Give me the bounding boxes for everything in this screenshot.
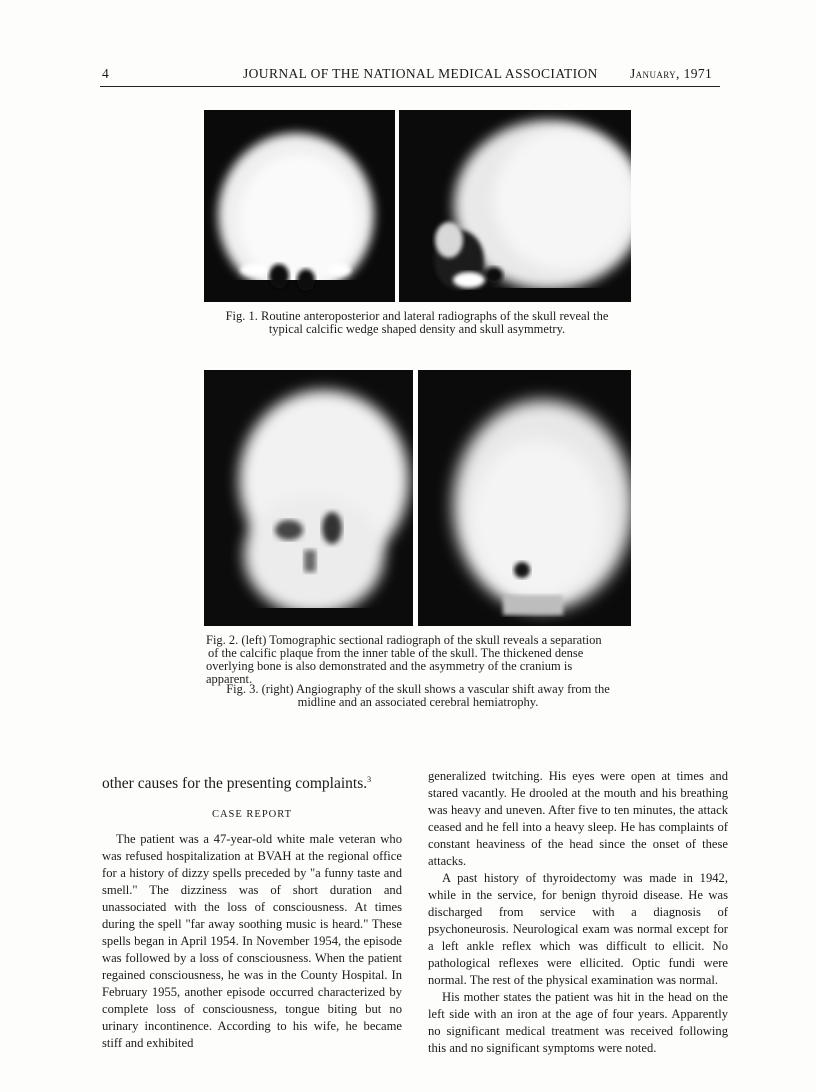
header-rule bbox=[100, 86, 720, 87]
fig1-lateral-radiograph bbox=[399, 110, 631, 302]
fig2-caption-line: overlying bone is also demonstrated and the asymmetry of the cranium is bbox=[206, 659, 573, 673]
fig3-caption bbox=[206, 683, 630, 709]
history-paragraph: A past history of thyroidectomy was made in 1942, while in the service, for benign thyroid disease. He was discharged from service with a diagnosis of psychoneurosis. Neurological exam was normal except for a left ankle reflex which was difficult to ellicit. No pathological reflexes were ellicited. Optic fundi were normal. The rest of the physical examination was normal. bbox=[428, 871, 728, 987]
fig1-caption bbox=[202, 310, 632, 336]
fig2-caption bbox=[206, 634, 630, 686]
article-column-right bbox=[428, 768, 728, 1057]
journal-title: JOURNAL OF THE NATIONAL MEDICAL ASSOCIATION bbox=[243, 66, 598, 81]
lead-sentence bbox=[102, 770, 402, 794]
fig3-caption-line: Fig. 3. (right) Angiography of the skull shows a vascular shift away from the bbox=[226, 682, 610, 696]
fig3-caption-line: midline and an associated cerebral hemiatrophy. bbox=[297, 695, 539, 709]
page-number: 4 bbox=[102, 66, 110, 81]
injury-paragraph: His mother states the patient was hit in the head on the left side with an iron at the age of four years. Apparently no significant medical treatment was received following this and no significant symptoms were noted. bbox=[428, 990, 728, 1055]
fig2-caption-line: Fig. 2. (left) Tomographic sectional radiograph of the skull reveals a separation bbox=[206, 633, 602, 647]
fig2-tomographic-radiograph bbox=[204, 370, 413, 626]
fig1-caption-line: typical calcific wedge shaped density and skull asymmetry. bbox=[268, 322, 566, 336]
section-title: CASE REPORT bbox=[211, 809, 293, 821]
reference-marker: 3 bbox=[367, 775, 372, 784]
issue-date: January, 1971 bbox=[630, 66, 713, 81]
case-report-paragraph: The patient was a 47-year-old white male veteran who was refused hospitalization at BVAH at the regional office for a history of dizzy spells preceded by "a funny taste and smell." The dizziness was of short duration and unassociated with the loss of consciousness. At times during the spell "far away soothing music is heard." These spells began in April 1954. In November 1954, the episode was followed by a loss of consciousness. When the patient regained consciousness, he was in the County Hospital. In February 1955, another episode occurred characterized by complete loss of consciousness, tongue biting but no urinary incontinence. According to his wife, he became stiff and exhibited bbox=[102, 832, 402, 1051]
fig2-caption-line: of the calcific plaque from the inner table of the skull. The thickened dense bbox=[208, 646, 584, 660]
fig1-caption-line: Fig. 1. Routine anteroposterior and lateral radiographs of the skull reveal the bbox=[225, 309, 609, 323]
article-column-left bbox=[102, 770, 402, 1052]
fig3-angiography bbox=[418, 370, 631, 626]
fig2-caption-line: apparent. bbox=[206, 672, 253, 686]
fig1-ap-radiograph bbox=[204, 110, 395, 302]
lead-text: other causes for the presenting complaints. bbox=[102, 775, 368, 793]
paragraph-continuation: generalized twitching. His eyes were open at times and stared vacantly. He drooled at the mouth and his breathing was heavy and uneven. After five to ten minutes, the attack ceased and he fell into a heavy sleep. He has complaints of constant heaviness of the head since the onset of these attacks. bbox=[428, 769, 728, 868]
